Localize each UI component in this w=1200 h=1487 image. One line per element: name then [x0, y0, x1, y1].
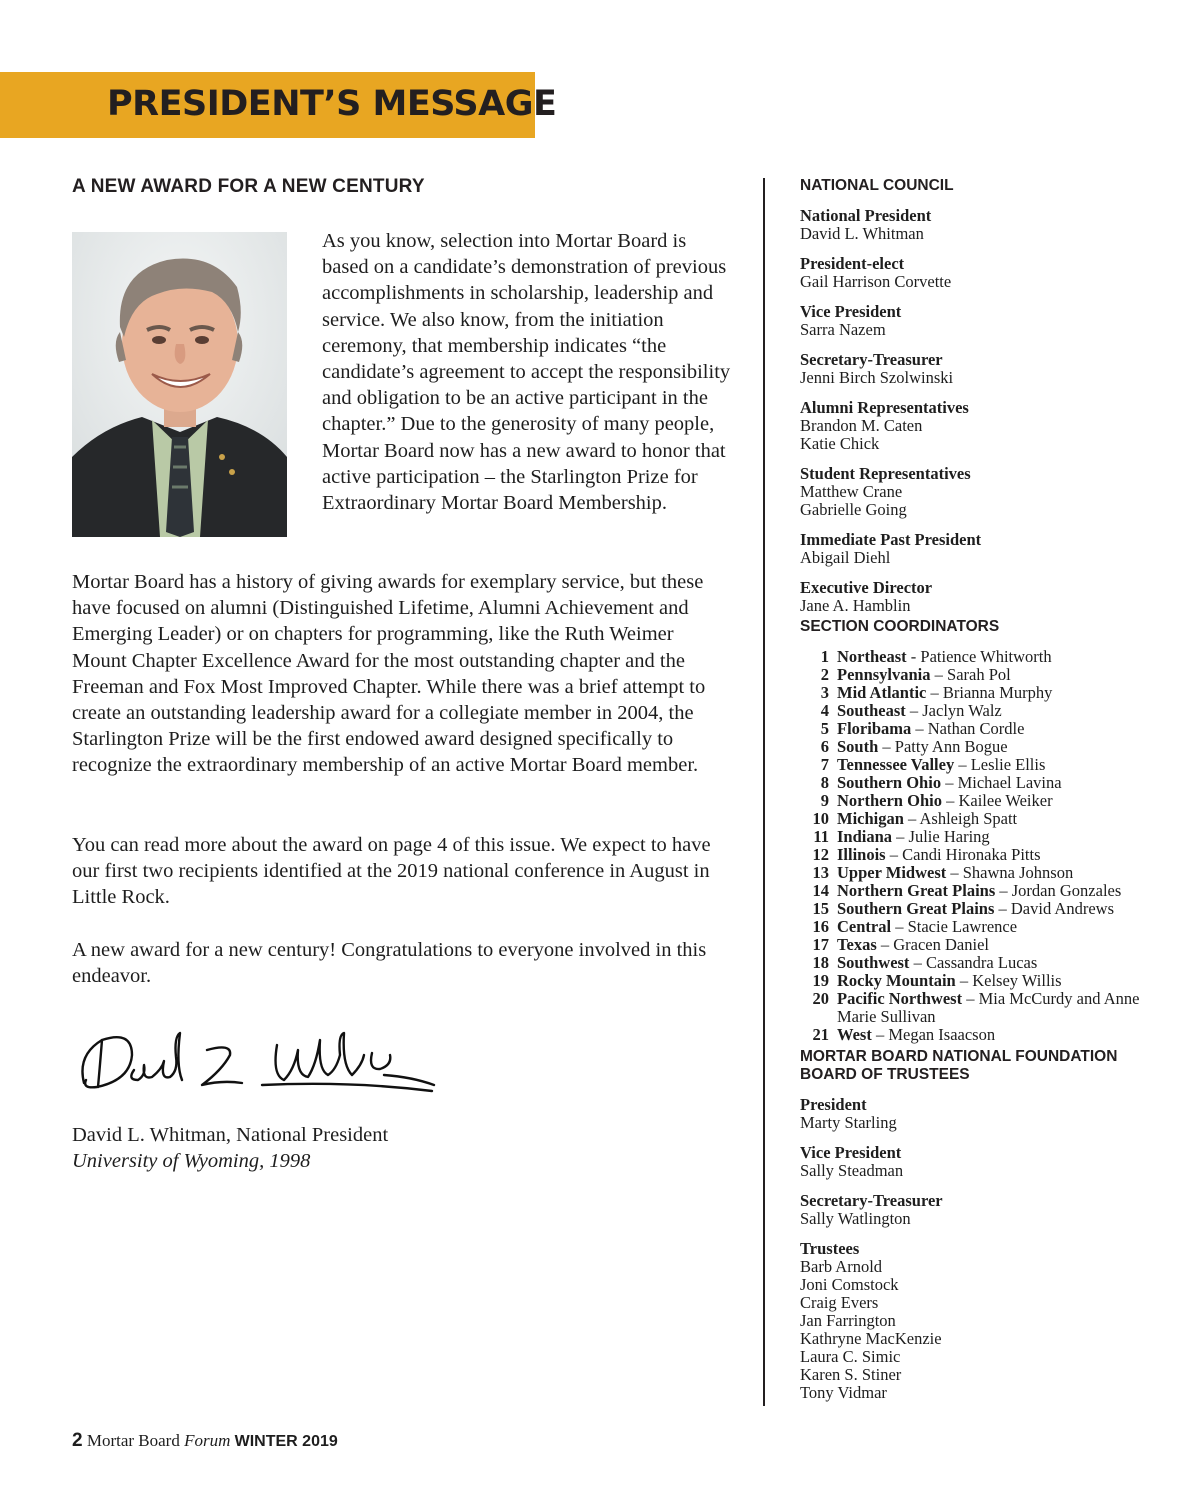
page-title: PRESIDENT’S MESSAGE [107, 84, 557, 124]
signoff-affiliation: University of Wyoming, 1998 [72, 1150, 311, 1172]
coordinator-region: Northeast [837, 647, 907, 666]
coordinator-name: Mia McCurdy and Anne Marie Sullivan [837, 989, 1140, 1026]
role-group [800, 399, 1160, 453]
coordinator-number: 6 [820, 737, 829, 756]
coordinator-name: Leslie Ellis [970, 755, 1046, 774]
section-coordinators-title: SECTION COORDINATORS [800, 618, 1000, 635]
person-name: Laura C. Simic [800, 1347, 901, 1366]
coordinator-name: Shawna Johnson [962, 863, 1074, 882]
coordinator-item [800, 792, 1160, 810]
national-council-list [800, 207, 1160, 615]
coordinator-number: 21 [812, 1025, 829, 1044]
role-title: Student Representatives [800, 464, 971, 483]
role-group [800, 531, 1160, 567]
coordinator-item [800, 936, 1160, 954]
role-group [800, 303, 1160, 339]
coordinator-text [829, 648, 1160, 666]
coordinator-text [829, 792, 1160, 810]
coordinator-number: 13 [812, 863, 829, 882]
coordinator-item [800, 900, 1160, 918]
role-title: Trustees [800, 1239, 860, 1258]
coordinator-number: 12 [812, 845, 829, 864]
coordinator-name: Candi Hironaka Pitts [902, 845, 1041, 864]
coordinator-separator: – [903, 809, 920, 828]
coordinator-number: 17 [812, 935, 829, 954]
coordinator-number: 3 [820, 683, 829, 702]
person-name: Marty Starling [800, 1113, 897, 1132]
coordinator-text [829, 846, 1160, 864]
person-name: Brandon M. Caten [800, 416, 923, 435]
coordinator-number: 1 [820, 647, 829, 666]
coordinator-region: Texas [837, 935, 877, 954]
coordinator-region: Pennsylvania [837, 665, 931, 684]
role-title: National President [800, 206, 932, 225]
person-name: David L. Whitman [800, 224, 924, 243]
role-title: Vice President [800, 302, 902, 321]
role-group [800, 351, 1160, 387]
signoff-name: David L. Whitman, National President [72, 1124, 389, 1146]
role-group [800, 465, 1160, 519]
person-name: Gail Harrison Corvette [800, 272, 952, 291]
person-name: Katie Chick [800, 434, 880, 453]
president-photo [72, 232, 287, 537]
coordinator-separator: – [954, 755, 971, 774]
coordinator-item [800, 684, 1160, 702]
coordinator-region: Michigan [837, 809, 904, 828]
coordinator-region: Central [837, 917, 892, 936]
coordinator-item [800, 990, 1160, 1026]
coordinator-number: 11 [813, 827, 829, 846]
coordinator-name: Gracen Daniel [893, 935, 989, 954]
coordinator-region: Northern Ohio [837, 791, 942, 810]
coordinator-separator: – [871, 1025, 889, 1044]
coordinator-region: Mid Atlantic [837, 683, 927, 702]
person-name: Gabrielle Going [800, 500, 907, 519]
coordinator-text [829, 684, 1160, 702]
coordinator-region: Southern Great Plains [837, 899, 995, 918]
signature [72, 1025, 442, 1105]
person-name: Sally Watlington [800, 1209, 911, 1228]
section-coordinators-list [800, 648, 1160, 1044]
coordinator-text [829, 972, 1160, 990]
signoff [72, 1122, 388, 1174]
coordinator-region: Rocky Mountain [837, 971, 956, 990]
person-name: Jenni Birch Szolwinski [800, 368, 954, 387]
coordinator-number: 7 [820, 755, 829, 774]
coordinator-text [829, 828, 1160, 846]
coordinator-item [800, 882, 1160, 900]
coordinator-number: 19 [812, 971, 829, 990]
person-name: Joni Comstock [800, 1275, 899, 1294]
article-paragraph-4: A new award for a new century! Congratulations to everyone involved in this endeavor. [72, 939, 707, 988]
coordinator-item [800, 702, 1160, 720]
coordinator-name: Ashleigh Spatt [919, 809, 1018, 828]
coordinator-separator: – [909, 953, 926, 972]
coordinator-name: Patty Ann Bogue [894, 737, 1008, 756]
role-title: Secretary-Treasurer [800, 350, 943, 369]
role-group [800, 579, 1160, 615]
coordinator-name: Kailee Weiker [958, 791, 1053, 810]
role-title: President [800, 1095, 867, 1114]
role-group [800, 255, 1160, 291]
coordinator-text [829, 1026, 1160, 1044]
coordinator-separator: – [885, 845, 903, 864]
coordinator-separator: – [941, 791, 959, 810]
person-name: Abigail Diehl [800, 548, 891, 567]
coordinator-name: Megan Isaacson [888, 1025, 996, 1044]
publication-name: Mortar Board [86, 1431, 180, 1450]
role-title: Vice President [800, 1143, 902, 1162]
coordinator-number: 4 [820, 701, 829, 720]
column-divider [763, 178, 765, 1406]
coordinator-text [829, 918, 1160, 936]
coordinator-number: 10 [812, 809, 829, 828]
coordinator-separator: – [941, 773, 958, 792]
coordinator-separator: – [905, 701, 923, 720]
role-group [800, 207, 1160, 243]
page-footer [72, 1430, 338, 1452]
coordinator-name: Kelsey Willis [972, 971, 1062, 990]
coordinator-region: Upper Midwest [837, 863, 947, 882]
coordinator-item [800, 810, 1160, 828]
coordinator-item [800, 954, 1160, 972]
coordinator-item [800, 774, 1160, 792]
coordinator-separator: – [926, 683, 943, 702]
article-subhead: A NEW AWARD FOR A NEW CENTURY [72, 176, 425, 197]
person-name: Tony Vidmar [800, 1383, 887, 1402]
person-name: Kathryne MacKenzie [800, 1329, 942, 1348]
coordinator-region: Southern Ohio [837, 773, 942, 792]
coordinator-number: 15 [812, 899, 829, 918]
coordinator-text [829, 738, 1160, 756]
coordinator-name: David Andrews [1010, 899, 1114, 918]
coordinator-region: Floribama [837, 719, 912, 738]
person-name: Jane A. Hamblin [800, 596, 911, 615]
article-paragraph-3: You can read more about the award on page 4 of this issue. We expect to have our first two recipients identified at the 2019 national conference in August in Little Rock. [72, 834, 711, 909]
coordinator-item [800, 1026, 1160, 1044]
coordinator-region: Northern Great Plains [837, 881, 996, 900]
coordinator-text [829, 990, 1160, 1026]
coordinator-separator: – [876, 935, 894, 954]
coordinator-text [829, 882, 1160, 900]
national-council-title: NATIONAL COUNCIL [800, 177, 954, 194]
coordinator-name: Nathan Cordle [927, 719, 1025, 738]
coordinator-number: 2 [820, 665, 829, 684]
article-paragraph-1: As you know, selection into Mortar Board is based on a candidate’s demonstration of previous accomplishments in scholarship, leadership and service. We also know, from the initiation ceremony, that membership indicates “the candidate’s agreement to accept the responsibility and obligation to be an active participant in the chapter.” Due to the generosity of many people, Mortar Board now has a new award to honor that active participation – the Starlington Prize for Extraordinary Mortar Board Membership. [322, 230, 731, 515]
coordinator-item [800, 648, 1160, 666]
coordinator-number: 14 [812, 881, 829, 900]
coordinator-item [800, 828, 1160, 846]
sidebar [800, 177, 1160, 1402]
coordinator-number: 8 [820, 773, 829, 792]
coordinator-number: 18 [812, 953, 829, 972]
role-title: Immediate Past President [800, 530, 982, 549]
coordinator-text [829, 666, 1160, 684]
signature-image [72, 1025, 442, 1105]
portrait-image [72, 232, 287, 537]
coordinator-name: Sarah Pol [947, 665, 1011, 684]
coordinator-region: South [837, 737, 879, 756]
person-name: Sally Steadman [800, 1161, 904, 1180]
person-name: Barb Arnold [800, 1257, 883, 1276]
coordinator-region: Southwest [837, 953, 910, 972]
coordinator-separator: – [955, 971, 973, 990]
coordinator-name: Michael Lavina [957, 773, 1062, 792]
coordinator-number: 20 [812, 989, 829, 1008]
role-group [800, 1192, 1160, 1228]
coordinator-number: 9 [820, 791, 829, 810]
coordinator-item [800, 756, 1160, 774]
person-name: Matthew Crane [800, 482, 903, 501]
coordinator-separator: – [930, 665, 948, 684]
coordinator-separator: – [911, 719, 928, 738]
coordinator-text [829, 864, 1160, 882]
coordinator-separator: – [994, 899, 1011, 918]
coordinator-name: Julie Haring [908, 827, 990, 846]
coordinator-separator: – [962, 989, 979, 1008]
coordinator-text [829, 936, 1160, 954]
role-group [800, 1240, 1160, 1402]
coordinator-text [829, 756, 1160, 774]
role-group [800, 1144, 1160, 1180]
issue-label: WINTER 2019 [234, 1433, 338, 1450]
foundation-title-line1: MORTAR BOARD NATIONAL FOUNDATION [800, 1048, 1118, 1065]
coordinator-item [800, 666, 1160, 684]
article-paragraph-2: Mortar Board has a history of giving awards for exemplary service, but these have focused on alumni (Distinguished Lifetime, Alumni Achievement and Emerging Leader) or on chapters for programming, like the Ruth Weimer Mount Chapter Excellence Award for the most outstanding chapter and the Freeman and Fox Most Improved Chapter. While there was a brief attempt to create an outstanding leadership award for a collegiate member in 2004, the Starlington Prize will be the first endowed award designed specifically to recognize the extraordinary membership of an active Mortar Board member. [72, 571, 706, 777]
coordinator-region: Pacific Northwest [837, 989, 963, 1008]
coordinator-name: Cassandra Lucas [925, 953, 1038, 972]
coordinator-name: Jordan Gonzales [1011, 881, 1122, 900]
role-title: President-elect [800, 254, 905, 273]
coordinator-text [829, 702, 1160, 720]
header-banner [0, 72, 557, 138]
coordinator-region: West [837, 1025, 872, 1044]
role-title: Executive Director [800, 578, 933, 597]
coordinator-separator: – [995, 881, 1012, 900]
person-name: Karen S. Stiner [800, 1365, 902, 1384]
coordinator-number: 5 [820, 719, 829, 738]
coordinator-region: Tennessee Valley [837, 755, 955, 774]
coordinator-item [800, 972, 1160, 990]
coordinator-region: Southeast [837, 701, 906, 720]
foundation-list [800, 1096, 1160, 1402]
coordinator-text [829, 810, 1160, 828]
foundation-title-line2: BOARD OF TRUSTEES [800, 1066, 970, 1083]
coordinator-name: Stacie Lawrence [907, 917, 1018, 936]
person-name: Craig Evers [800, 1293, 879, 1312]
coordinator-separator: - [906, 647, 921, 666]
coordinator-name: Patience Whitworth [920, 647, 1052, 666]
coordinator-item [800, 720, 1160, 738]
coordinator-item [800, 846, 1160, 864]
coordinator-number: 16 [812, 917, 829, 936]
coordinator-text [829, 954, 1160, 972]
coordinator-text [829, 720, 1160, 738]
person-name: Sarra Nazem [800, 320, 886, 339]
coordinator-separator: – [878, 737, 895, 756]
role-title: Secretary-Treasurer [800, 1191, 943, 1210]
coordinator-name: Jaclyn Walz [922, 701, 1002, 720]
role-title: Alumni Representatives [800, 398, 969, 417]
coordinator-text [829, 900, 1160, 918]
publication-name-italic: Forum [184, 1431, 231, 1450]
coordinator-separator: – [892, 827, 909, 846]
foundation-title [800, 1048, 1160, 1084]
coordinator-region: Indiana [837, 827, 893, 846]
coordinator-separator: – [946, 863, 963, 882]
coordinator-separator: – [891, 917, 908, 936]
coordinator-item [800, 738, 1160, 756]
role-group [800, 1096, 1160, 1132]
coordinator-text [829, 774, 1160, 792]
coordinator-name: Brianna Murphy [942, 683, 1053, 702]
person-name: Jan Farrington [800, 1311, 896, 1330]
coordinator-item [800, 918, 1160, 936]
coordinator-region: Illinois [837, 845, 886, 864]
coordinator-item [800, 864, 1160, 882]
page-number: 2 [72, 1430, 83, 1451]
